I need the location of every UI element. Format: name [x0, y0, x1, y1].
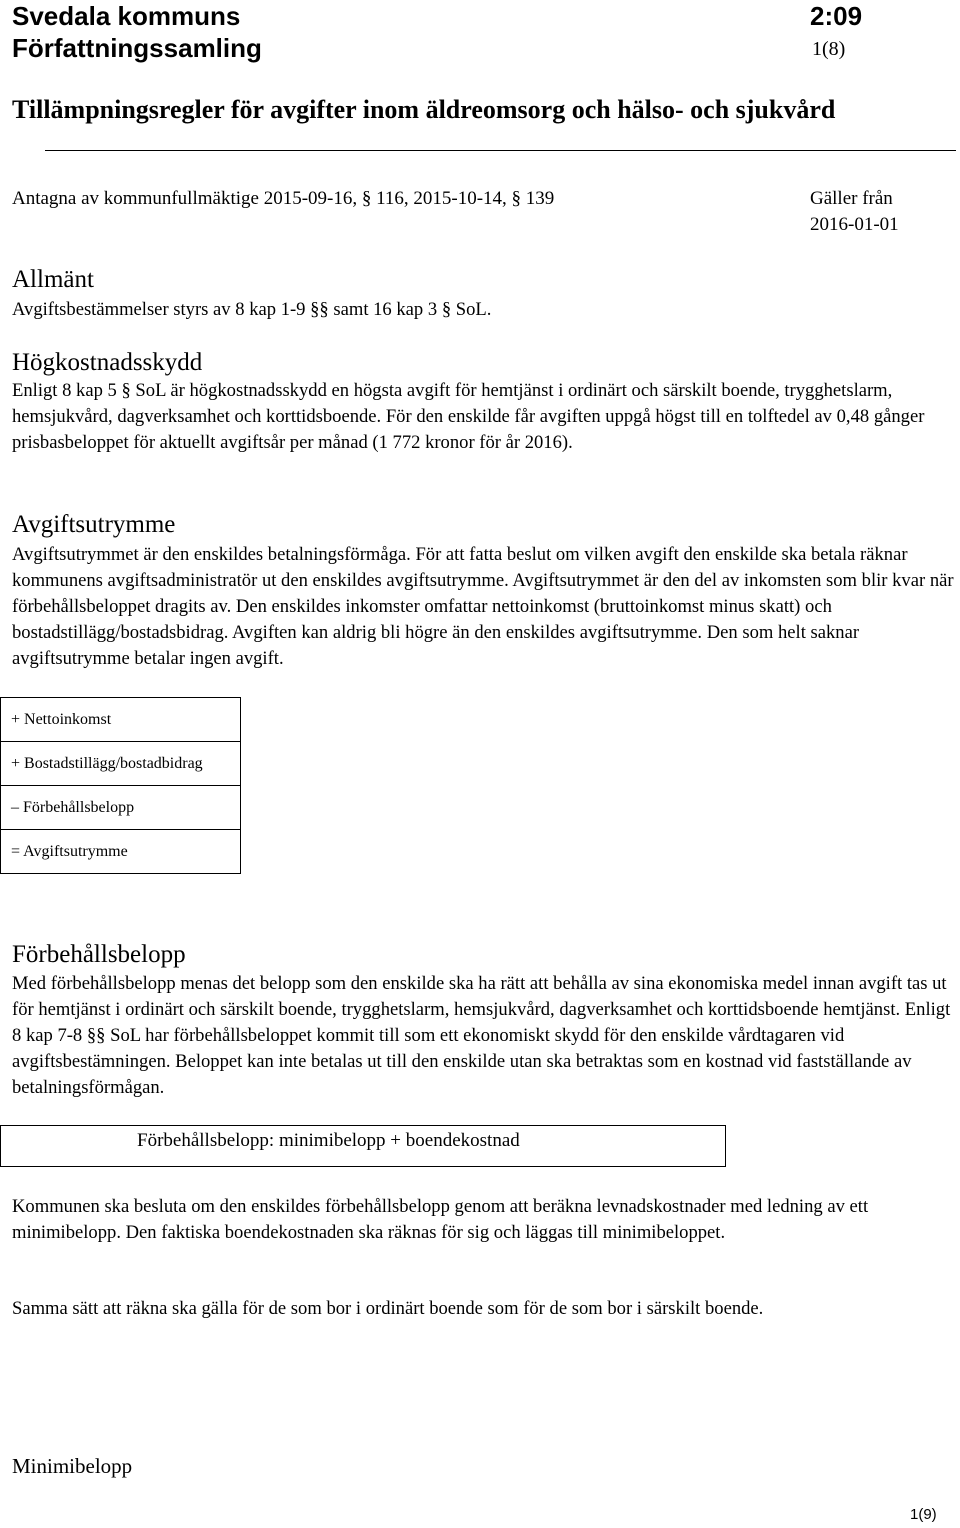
heading-fee-space: Avgiftsutrymme	[12, 511, 176, 538]
calc-row-reserved-amount: – Förbehållsbelopp	[1, 786, 241, 830]
adopted-line: Antagna av kommunfullmäktige 2015-09-16, § 116, 2015-10-14, § 139	[12, 188, 555, 209]
heading-general: Allmänt	[12, 266, 94, 293]
valid-from-label: Gäller från	[810, 188, 893, 209]
reserved-paragraph-3: Samma sätt att räkna ska gälla för de som bor i ordinärt boende som för de som bor i särskilt boende.	[12, 1298, 764, 1319]
fee-space-calculation-table	[0, 697, 241, 874]
heading-minimum: Minimibelopp	[12, 1454, 133, 1478]
collection-name: Författningssamling	[12, 33, 262, 63]
high-cost-text: Enligt 8 kap 5 § SoL är högkostnadsskydd en högsta avgift för hemtjänst i ordinärt och särskilt boende, trygghetslarm, hemsjukvård, dagverksamhet och korttidsboende. För den enskilde får avgiften uppgå högst till en tolftedel av 0,48 gånger prisbasbeloppet för aktuellt avgiftsår per månad (1 772 kronor för år 2016).	[12, 380, 925, 453]
calc-row-housing-allowance: + Bostadstillägg/bostadbidrag	[1, 742, 241, 786]
document-number: 2:09	[810, 1, 863, 31]
reserved-text: Med förbehållsbelopp menas det belopp som den enskilde ska ha rätt att behålla av sina ekonomiska medel innan avgift tas ut för hemtjänst i ordinärt och särskilt boende, trygghetslarm, hemsjukvård, dagverksamhet och korttidsboende hemtjänst. Enligt 8 kap 7-8 §§ SoL har förbehållsbeloppet kommit till som ett ekonomiskt skydd för den enskilde vårdtagaren vid avgiftsbestämningen. Beloppet kan inte betalas ut till den enskilde utan ska betraktas som en kostnad vid fastställande av betalningsförmågan.	[12, 973, 951, 1098]
page-of-count: 1(8)	[812, 38, 846, 60]
municipality-name: Svedala kommuns	[12, 1, 241, 31]
calc-row-fee-space: = Avgiftsutrymme	[1, 830, 241, 874]
fee-space-text: Avgiftsutrymmet är den enskildes betalningsförmåga. För att fatta beslut om vilken avgift den enskilde ska betala räknar kommunens avgiftsadministratör ut den enskildes avgiftsutrymme. Avgiftsutrymmet är den del av inkomsten som blir kvar när förbehållsbeloppet dragits av. Den enskildes inkomster omfattar nettoinkomst (bruttoinkomst minus skatt) och bostadstillägg/bostadsbidrag. Avgiften kan aldrig bli högre än den enskildes avgiftsutrymme. Den som helt saknar avgiftsutrymme betalar ingen avgift.	[12, 544, 954, 669]
footer-page-number: 1(9)	[910, 1506, 937, 1523]
heading-reserved: Förbehållsbelopp	[12, 941, 186, 968]
valid-from-date: 2016-01-01	[810, 214, 899, 235]
general-text: Avgiftsbestämmelser styrs av 8 kap 1-9 §§ samt 16 kap 3 § SoL.	[12, 299, 492, 320]
calc-row-net-income: + Nettoinkomst	[1, 698, 241, 742]
reserved-formula-box: Förbehållsbelopp: minimibelopp + boendekostnad	[0, 1125, 726, 1167]
heading-high-cost: Högkostnadsskydd	[12, 349, 203, 376]
title-underline	[45, 150, 956, 151]
document-title: Tillämpningsregler för avgifter inom äldreomsorg och hälso- och sjukvård	[12, 95, 836, 124]
reserved-paragraph-2: Kommunen ska besluta om den enskildes förbehållsbelopp genom att beräkna levnadskostnader med ledning av ett minimibelopp. Den faktiska boendekostnaden ska räknas för sig och läggas till minimibeloppet.	[12, 1196, 869, 1243]
